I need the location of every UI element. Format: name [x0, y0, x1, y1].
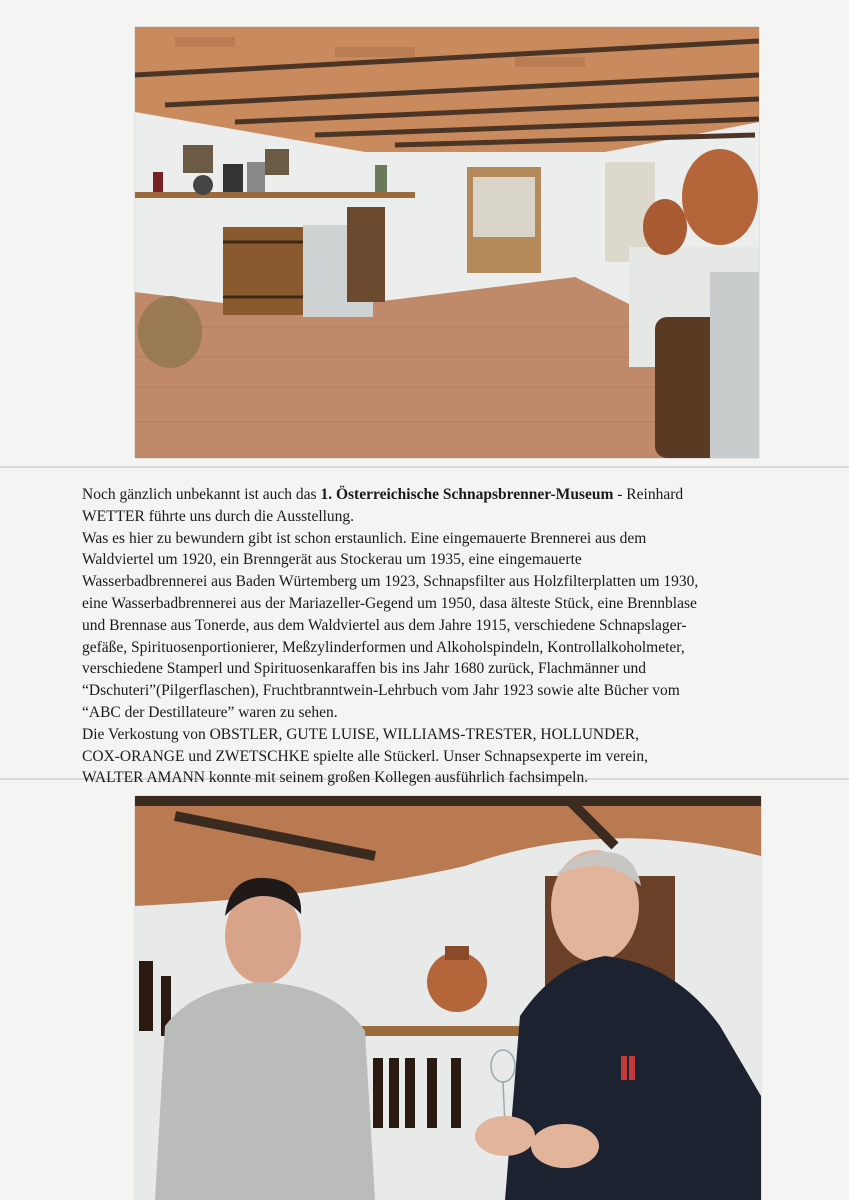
paper-seam	[0, 466, 849, 468]
article-line: gefäße, Spirituosenportionierer, Meßzylinderformen und Alkoholspindeln, Kontrollalkoholmeter,	[82, 638, 685, 656]
museum-name: 1. Österreichische Schnapsbrenner-Museum	[320, 486, 614, 503]
article-line: verschiedene Stamperl und Spirituosenkaraffen bis ins Jahr 1680 zurück, Flachmänner und	[82, 660, 647, 678]
article-line: Die Verkostung von OBSTLER, GUTE LUISE, WILLIAMS-TRESTER, HOLLUNDER,	[82, 725, 639, 743]
article-line: eine Wasserbadbrennerei aus der Mariazeller-Gegend um 1950, dasa älteste Stück, eine Brennblase	[82, 594, 697, 612]
article-line: Noch gänzlich unbekannt ist auch das 1. Österreichische Schnapsbrenner-Museum - Reinhard	[82, 486, 684, 503]
article-line: COX-ORANGE und ZWETSCHKE spielte alle Stückerl. Unser Schnapsexperte im verein,	[82, 747, 649, 765]
article-line: WALTER AMANN konnte mit seinem großen Kollegen ausführlich fachsimpeln.	[82, 769, 589, 787]
article-line: Waldviertel um 1920, ein Brenngerät aus Stockerau um 1935, eine eingemauerte	[82, 551, 582, 569]
article-line: Was es hier zu bewundern gibt ist schon erstaunlich. Eine eingemauerte Brennerei aus dem	[82, 529, 647, 547]
article-line: WETTER führte uns durch die Ausstellung.	[82, 507, 355, 525]
article-line: Wasserbadbrennerei aus Baden Würtemberg um 1923, Schnapsfilter aus Holzfilterplatten um 1930,	[82, 573, 699, 591]
tasting-photo	[135, 796, 761, 1200]
article-text	[82, 484, 782, 789]
article-line: “ABC der Destillateure” waren zu sehen.	[82, 703, 338, 721]
museum-room-photo	[135, 27, 759, 458]
article-line: “Dschuteri”(Pilgerflaschen), Fruchtbranntwein-Lehrbuch vom Jahr 1923 sowie alte Bücher vom	[82, 682, 680, 700]
article-line: und Brennase aus Tonerde, aus dem Waldviertel aus dem Jahre 1915, verschiedene Schnapslager-	[82, 616, 687, 634]
